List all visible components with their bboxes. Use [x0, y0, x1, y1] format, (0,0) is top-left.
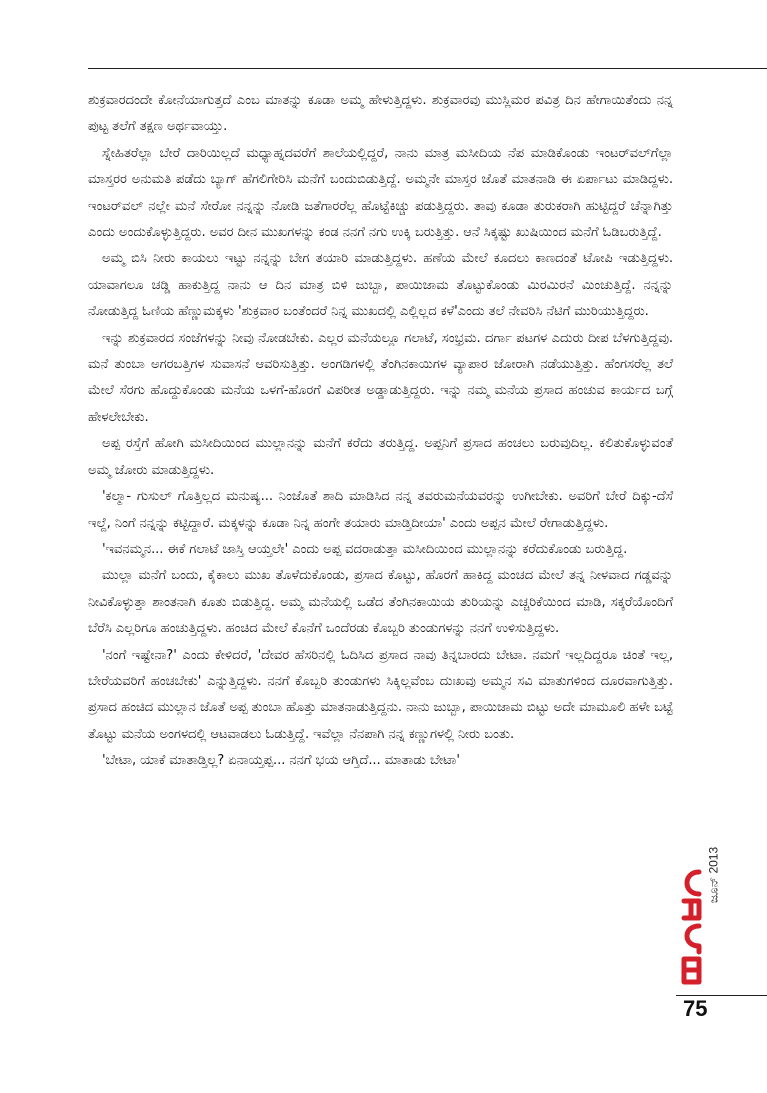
paragraph: 'ಬೇಟಾ, ಯಾಕೆ ಮಾತಾಡ್ತಿಲ್ಲ? ಏನಾಯ್ತಪ್ಪ... ನನಗೆ ಭಯ ಆಗ್ತಿದೆ... ಮಾತಾಡು ಬೇಟಾ' [102, 753, 460, 769]
magazine-logo [678, 868, 704, 988]
paragraph: ಅಪ್ಪ ರಸ್ತೆಗೆ ಹೋಗಿ ಮಸೀದಿಯಿಂದ ಮುಲ್ಲಾನನ್ನು ಮನೆಗೆ ಕರೆದು ತರುತ್ತಿದ್ದ. ಅಪ್ಪನಿಗೆ ಪ್ರಸಾದ ಹಂಚಲು ಬರುವುದಿಲ್ಲ. ಕಲಿತುಕೊಳ್ಳುವಂತೆ ಅಮ್ಮ ಜೋರು ಮಾಡುತ್ತಿದ್ದಳು. [88, 436, 673, 478]
issue-date [705, 800, 723, 950]
page-number: 75 [683, 996, 708, 1021]
paragraph: ಶುಕ್ರವಾರದಂದೇ ಕೋನೆಯಾಗುತ್ತದೆ ಎಂಬ ಮಾತನ್ನು ಕೂಡಾ ಅಮ್ಮ ಹೇಳುತ್ತಿದ್ದಳು. ಶುಕ್ರವಾರವು ಮುಸ್ಲಿಮರ ಪವಿತ್ರ ದಿನ ಹೇಗಾಯಿತೆಂದು ನನ್ನ ಪುಟ್ಟ ತಲೆಗೆ ತಕ್ಷಣ ಅರ್ಥವಾಯ್ತು. [88, 93, 673, 135]
paragraph: 'ಕಲ್ಮಾ- ಗುಸುಲ್ ಗೊತ್ತಿಲ್ಲದ ಮನುಷ್ಯ... ನಿಂಜೊತೆ ಶಾದಿ ಮಾಡಿಸಿದ ನನ್ನ ತವರುಮನೆಯವರನ್ನು ಉಗೀಬೇಕು. ಅವರಿಗೆ ಬೇರೆ ದಿಕ್ಕು-ದೆಸೆ ಇಲ್ದೆ, ನಿಂಗೆ ನನ್ನನ್ನು ಕಟ್ಟಿದ್ದಾರೆ. ಮಕ್ಕಳನ್ನು ಕೂಡಾ ನಿನ್ನ ಹಂಗೇ ತಯಾರು ಮಾಡ್ತಿದೀಯಾ' ಎಂದು ಅಪ್ಪನ ಮೇಲೆ ರೇಗಾಡುತ್ತಿದ್ದಳು. [88, 489, 673, 531]
paragraph: ಅಮ್ಮ ಬಿಸಿ ನೀರು ಕಾಯಲು ಇಟ್ಟು ನನ್ನನ್ನು ಬೇಗ ತಯಾರಿ ಮಾಡುತ್ತಿದ್ದಳು. ಹಣೆಯ ಮೇಲೆ ಕೂದಲು ಕಾಣದಂತೆ ಟೋಪಿ ಇಡುತ್ತಿದ್ದಳು. ಯಾವಾಗಲೂ ಚಡ್ಡಿ ಹಾಕುತ್ತಿದ್ದ ನಾನು ಆ ದಿನ ಮಾತ್ರ ಬಿಳಿ ಜುಬ್ಬಾ, ಪಾಯಿಜಾಮ ತೊಟ್ಟುಕೊಂಡು ಮಿರಮಿರನೆ ಮಿಂಚುತ್ತಿದ್ದೆ. ನನ್ನನ್ನು ನೋಡುತ್ತಿದ್ದ ಓಣಿಯ ಹೆಣ್ಣುಮಕ್ಕಳು 'ಶುಕ್ರವಾರ ಬಂತೆಂದರೆ ನಿನ್ನ ಮುಖದಲ್ಲಿ ಎಲ್ಲಿಲ್ಲದ ಕಳೆ'ಎಂದು ತಲೆ ನೇವರಿಸಿ ನೆಟಿಗೆ ಮುರಿಯುತ್ತಿದ್ದರು. [88, 251, 673, 320]
paragraph: 'ನಂಗೆ ಇಷ್ಟೇನಾ?' ಎಂದು ಕೇಳಿದರೆ, 'ದೇವರ ಹೆಸರಿನಲ್ಲಿ ಓದಿಸಿದ ಪ್ರಸಾದ ನಾವು ತಿನ್ನಬಾರದು ಬೇಟಾ. ನಮಗೆ ಇಲ್ಲದಿದ್ದರೂ ಚಿಂತೆ ಇಲ್ಲ, ಬೇರೆಯವರಿಗೆ ಹಂಚಬೇಕು' ಎನ್ನುತ್ತಿದ್ದಳು. ನನಗೆ ಕೊಬ್ಬರಿ ತುಂಡುಗಳು ಸಿಕ್ಕಿಲ್ಲವೆಂಬ ದುಃಖವು ಅಮ್ಮನ ಸವಿ ಮಾತುಗಳಿಂದ ದೂರವಾಗುತ್ತಿತ್ತು. ಪ್ರಸಾದ ಹಂಚಿದ ಮುಲ್ಲಾನ ಜೊತೆ ಅಪ್ಪ ತುಂಬಾ ಹೊತ್ತು ಮಾತನಾಡುತ್ತಿದ್ದನು. ನಾನು ಜುಬ್ಬಾ, ಪಾಯಿಜಾಮ ಬಿಟ್ಟು ಅದೇ ಮಾಮೂಲಿ ಹಳೇ ಬಟ್ಟೆ ತೊಟ್ಟು ಮನೆಯ ಅಂಗಳದಲ್ಲಿ ಆಟವಾಡಲು ಓಡುತ್ತಿದ್ದೆ. ಇವೆಲ್ಲಾ ನೆನಪಾಗಿ ನನ್ನ ಕಣ್ಣುಗಳಲ್ಲಿ ನೀರು ಬಂತು. [88, 647, 673, 742]
paragraph: 'ಇವನಮ್ಮನ... ಈಕೆ ಗಲಾಟೆ ಜಾಸ್ತಿ ಆಯ್ತಲೇ' ಎಂದು ಅಪ್ಪ ವದರಾಡುತ್ತಾ ಮಸೀದಿಯಿಂದ ಮುಲ್ಲಾನನ್ನು ಕರೆದುಕೊಂಡು ಬರುತ್ತಿದ್ದ. [102, 541, 628, 557]
article-body [88, 88, 673, 775]
top-rule [88, 68, 767, 69]
paragraph: ಮುಲ್ಲಾ ಮನೆಗೆ ಬಂದು, ಕೈಕಾಲು ಮುಖ ತೊಳೆದುಕೊಂಡು, ಪ್ರಸಾದ ಕೊಟ್ಟು, ಹೊರಗೆ ಹಾಕಿದ್ದ ಮಂಚದ ಮೇಲೆ ತನ್ನ ನೀಳವಾದ ಗಡ್ಡವನ್ನು ನೀವಿಕೊಳ್ಳುತ್ತಾ ಶಾಂತನಾಗಿ ಕೂತು ಬಿಡುತ್ತಿದ್ದ. ಅಮ್ಮ ಮನೆಯಲ್ಲಿ ಒಡೆದ ತೆಂಗಿನಕಾಯಿಯ ತುರಿಯನ್ನು ಎಚ್ಚರಿಕೆಯಿಂದ ಮಾಡಿ, ಸಕ್ಕರೆಯೊಂದಿಗೆ ಬೆರೆಸಿ ಎಲ್ಲರಿಗೂ ಹಂಚುತ್ತಿದ್ದಳು. ಹಂಚಿದ ಮೇಲೆ ಕೊನೆಗೆ ಒಂದೆರಡು ಕೊಬ್ಬರಿ ತುಂಡುಗಳನ್ನು ನನಗೆ ಉಳಿಸುತ್ತಿದ್ದಳು. [88, 568, 673, 637]
paragraph: ಸ್ನೇಹಿತರೆಲ್ಲಾ ಬೇರೆ ದಾರಿಯಿಲ್ಲದೆ ಮಧ್ಯಾಹ್ನದವರೆಗೆ ಶಾಲೆಯಲ್ಲಿದ್ದರೆ, ನಾನು ಮಾತ್ರ ಮಸೀದಿಯ ನೆಪ ಮಾಡಿಕೊಂಡು ಇಂಟರ್‌ವಲ್‌ಗೆಲ್ಲಾ ಮಾಸ್ತರರ ಅನುಮತಿ ಪಡೆದು ಬ್ಯಾಗ್ ಹೆಗಲಿಗೇರಿಸಿ ಮನೆಗೆ ಬಂದುಬಿಡುತ್ತಿದ್ದೆ. ಅಮ್ಮನೇ ಮಾಸ್ತರ ಜೊತೆ ಮಾತನಾಡಿ ಈ ಏರ್ಪಾಟು ಮಾಡಿದ್ದಳು. ಇಂಟರ್‌ವಲ್ ನಲ್ಲೇ ಮನೆ ಸೇರೋ ನನ್ನನ್ನು ನೋಡಿ ಜತೆಗಾರರೆಲ್ಲ ಹೊಟ್ಟೆಕಿಚ್ಚು ಪಡುತ್ತಿದ್ದರು. ತಾವು ಕೂಡಾ ತುರುಕರಾಗಿ ಹುಟ್ಟಿದ್ದರೆ ಚೆನ್ನಾಗಿತ್ತು ಎಂದು ಅಂದುಕೊಳ್ಳುತ್ತಿದ್ದರು. ಅವರ ದೀನ ಮುಖಗಳನ್ನು ಕಂಡ ನನಗೆ ನಗು ಉಕ್ಕಿ ಬರುತ್ತಿತ್ತು. ಆನೆ ಸಿಕ್ಕಷ್ಟು ಖುಷಿಯಿಂದ ಮನೆಗೆ ಓಡಿಬರುತ್ತಿದ್ದೆ. [88, 145, 673, 241]
paragraph: ಇನ್ನು ಶುಕ್ರವಾರದ ಸಂಜೆಗಳನ್ನು ನೀವು ನೋಡಬೇಕು. ಎಲ್ಲರ ಮನೆಯಲ್ಲೂ ಗಲಾಟೆ, ಸಂಭ್ರಮ. ದರ್ಗಾ ಪಟಗಳ ಎದುರು ದೀಪ ಬೆಳಗುತ್ತಿದ್ದವು. ಮನೆ ತುಂಬಾ ಅಗರಬತ್ತಿಗಳ ಸುವಾಸನೆ ಆವರಿಸುತ್ತಿತ್ತು. ಅಂಗಡಿಗಳಲ್ಲಿ ತೆಂಗಿನಕಾಯಿಗಳ ವ್ಯಾಪಾರ ಜೋರಾಗಿ ನಡೆಯುತ್ತಿತ್ತು. ಹೆಂಗಸರೆಲ್ಲ ತಲೆ ಮೇಲೆ ಸೆರಗು ಹೊದ್ದುಕೊಂಡು ಮನೆಯ ಒಳಗೆ-ಹೊರಗೆ ವಿಪರೀತ ಅಡ್ಡಾಡುತ್ತಿದ್ದರು. ಇನ್ನು ನಮ್ಮ ಮನೆಯ ಪ್ರಸಾದ ಹಂಚುವ ಕಾರ್ಯದ ಬಗ್ಗೆ ಹೇಳಲೇಬೇಕು. [88, 330, 673, 425]
issue-date-text: ಜೂನ್ 2013 [706, 846, 721, 904]
